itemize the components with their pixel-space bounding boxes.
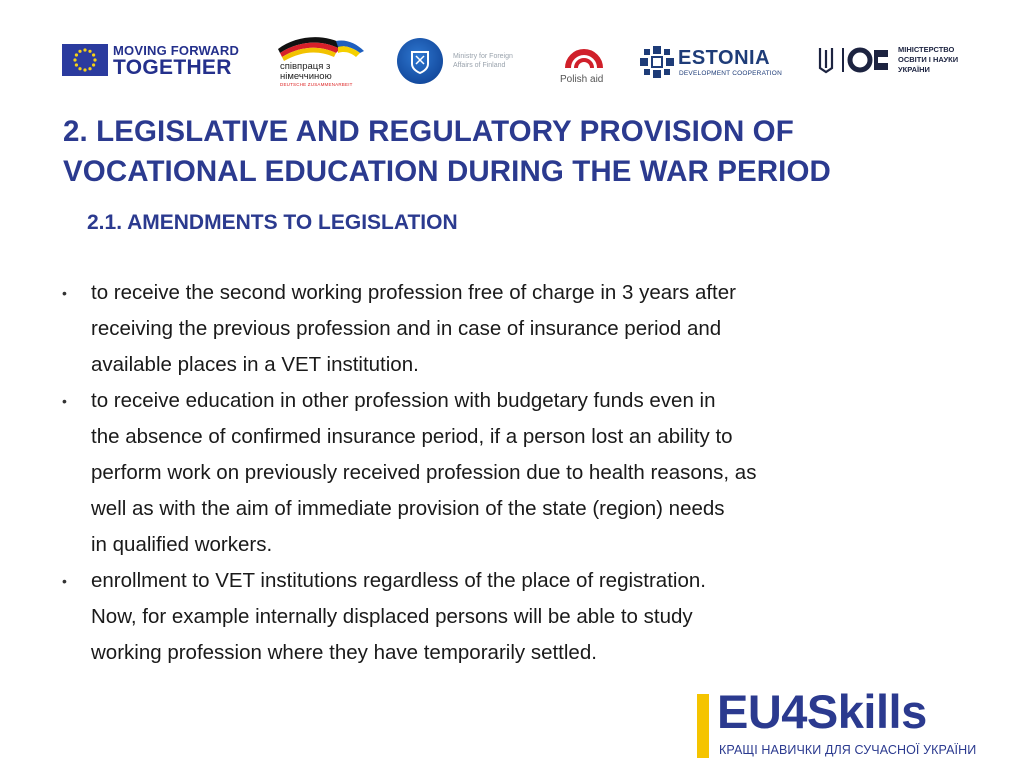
- bullet-line: working profession where they have temporarily settled.: [91, 641, 597, 664]
- list-item: [62, 275, 912, 383]
- bullet-line: perform work on previously received profession due to health reasons, as: [91, 461, 757, 484]
- bullet-list: [62, 275, 912, 671]
- ukraine-logo-line1: МІНІСТЕРСТВО: [898, 45, 955, 54]
- polish-aid-logo: [558, 38, 610, 88]
- eu-logo-line2: TOGETHER: [113, 56, 232, 79]
- estonia-development-logo: [640, 46, 780, 78]
- slide-subtitle: 2.1. AMENDMENTS TO LEGISLATION: [87, 211, 458, 234]
- ukraine-logo-line2: ОСВІТИ І НАУКИ: [898, 55, 959, 64]
- bullet-line: to receive education in other profession with budgetary funds even in: [91, 389, 716, 412]
- finland-logo-line1: Ministry for Foreign: [453, 53, 513, 60]
- list-item: [62, 563, 912, 671]
- bullet-line: to receive the second working profession free of charge in 3 years after: [91, 281, 736, 304]
- estonia-logo-sub: DEVELOPMENT COOPERATION: [679, 70, 782, 77]
- partner-logos-bar: [0, 0, 1024, 100]
- list-item: [62, 383, 912, 563]
- german-logo-line1: співпраця з: [280, 61, 331, 72]
- bullet-icon: •: [62, 393, 67, 409]
- german-logo-line3: DEUTSCHE ZUSAMMENARBEIT: [280, 82, 353, 87]
- german-cooperation-logo: [276, 35, 368, 87]
- slide-title-line2: VOCATIONAL EDUCATION DURING THE WAR PERIOD: [63, 155, 831, 188]
- slide-title-line1: 2. LEGISLATIVE AND REGULATORY PROVISION OF: [63, 115, 794, 148]
- bullet-line: the absence of confirmed insurance period, if a person lost an ability to: [91, 425, 733, 448]
- bullet-icon: •: [62, 573, 67, 589]
- eu-moving-forward-logo: [62, 44, 244, 78]
- estonia-star-icon: [640, 46, 674, 78]
- estonia-logo-name: ESTONIA: [678, 47, 771, 69]
- eu4skills-name: EU4Skills: [717, 685, 927, 738]
- slide-title: [63, 112, 963, 192]
- polish-aid-label: Polish aid: [560, 74, 604, 85]
- bullet-line: in qualified workers.: [91, 533, 273, 556]
- ukraine-trident-icon: [814, 44, 894, 76]
- eu4skills-logo: [697, 685, 977, 760]
- bullet-line: receiving the previous profession and in case of insurance period and: [91, 317, 722, 340]
- german-logo-line2: німеччиною: [280, 71, 332, 82]
- bullet-icon: •: [62, 285, 67, 301]
- german-ukrainian-swoosh-icon: [276, 35, 368, 63]
- eu4skills-tagline: КРАЩІ НАВИЧКИ ДЛЯ СУЧАСНОЇ УКРАЇНИ: [719, 743, 977, 757]
- bullet-line: well as with the aim of immediate provision of the state (region) needs: [91, 497, 725, 520]
- bullet-line: available places in a VET institution.: [91, 353, 419, 376]
- polish-aid-arc-icon: [558, 38, 610, 72]
- finland-mfa-logo: [397, 38, 537, 84]
- eu-logo-line1: MOVING FORWARD: [113, 43, 240, 58]
- finland-emblem-icon: [397, 38, 443, 84]
- bullet-line: enrollment to VET institutions regardless of the place of registration.: [91, 569, 706, 592]
- ukraine-logo-line3: УКРАЇНИ: [898, 65, 930, 74]
- eu4skills-accent-bar: [697, 694, 709, 758]
- finland-logo-line2: Affairs of Finland: [453, 62, 506, 69]
- eu-flag-icon: [62, 44, 108, 76]
- bullet-line: Now, for example internally displaced persons will be able to study: [91, 605, 693, 628]
- ukraine-ministry-logo: [814, 44, 964, 76]
